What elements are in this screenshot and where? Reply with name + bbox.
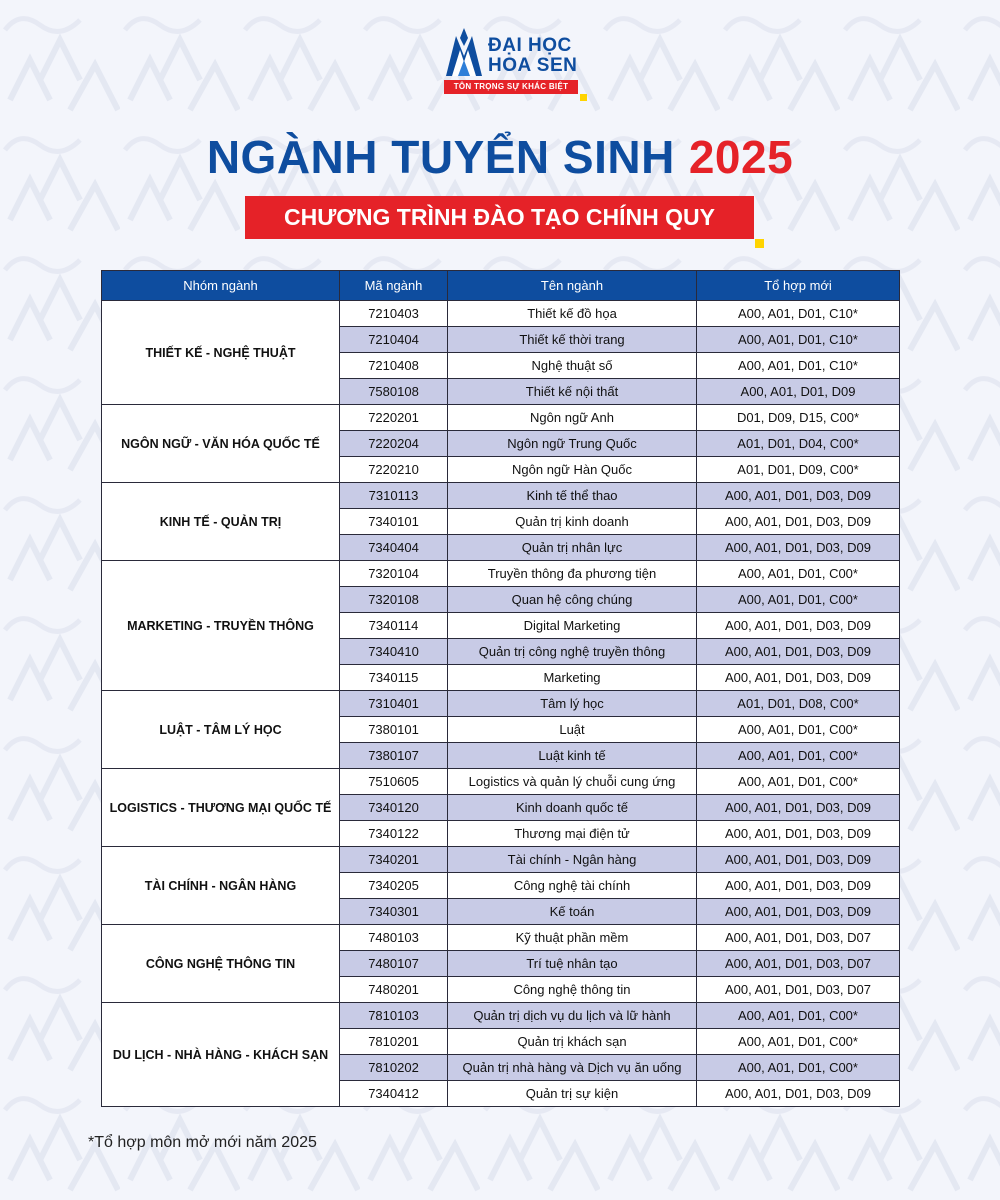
major-code-cell: 7340120: [340, 795, 448, 821]
group-name-cell: CÔNG NGHỆ THÔNG TIN: [102, 925, 340, 1003]
header-combo: Tổ hợp mới: [697, 271, 900, 301]
major-combo-cell: A00, A01, D01, D03, D09: [697, 899, 900, 925]
table-body: [102, 301, 900, 1107]
major-name-cell: Luật: [448, 717, 697, 743]
major-code-cell: 7580108: [340, 379, 448, 405]
major-combo-cell: A01, D01, D04, C00*: [697, 431, 900, 457]
major-name-cell: Quản trị công nghệ truyền thông: [448, 639, 697, 665]
major-name-cell: Quản trị dịch vụ du lịch và lữ hành: [448, 1003, 697, 1029]
major-name-cell: Quản trị sự kiện: [448, 1081, 697, 1107]
major-name-cell: Tài chính - Ngân hàng: [448, 847, 697, 873]
major-combo-cell: A00, A01, D01, D03, D09: [697, 821, 900, 847]
major-code-cell: 7220210: [340, 457, 448, 483]
major-combo-cell: A00, A01, D01, D03, D09: [697, 613, 900, 639]
major-combo-cell: A00, A01, D01, D03, D09: [697, 795, 900, 821]
major-combo-cell: A00, A01, D01, D03, D09: [697, 509, 900, 535]
major-code-cell: 7480107: [340, 951, 448, 977]
table-row: [102, 301, 900, 327]
major-code-cell: 7310401: [340, 691, 448, 717]
major-code-cell: 7340122: [340, 821, 448, 847]
table-row: [102, 925, 900, 951]
major-name-cell: Kinh tế thể thao: [448, 483, 697, 509]
major-combo-cell: A00, A01, D01, C00*: [697, 743, 900, 769]
major-code-cell: 7210408: [340, 353, 448, 379]
major-code-cell: 7340205: [340, 873, 448, 899]
major-name-cell: Quản trị kinh doanh: [448, 509, 697, 535]
major-code-cell: 7340412: [340, 1081, 448, 1107]
major-name-cell: Truyền thông đa phương tiện: [448, 561, 697, 587]
major-code-cell: 7220204: [340, 431, 448, 457]
major-combo-cell: A00, A01, D01, D03, D07: [697, 925, 900, 951]
major-name-cell: Ngôn ngữ Trung Quốc: [448, 431, 697, 457]
major-name-cell: Quản trị khách sạn: [448, 1029, 697, 1055]
major-name-cell: Thiết kế nội thất: [448, 379, 697, 405]
major-combo-cell: A00, A01, D01, C00*: [697, 1055, 900, 1081]
major-combo-cell: A00, A01, D01, D03, D09: [697, 535, 900, 561]
major-combo-cell: A00, A01, D01, C10*: [697, 301, 900, 327]
group-name-cell: LOGISTICS - THƯƠNG MẠI QUỐC TẾ: [102, 769, 340, 847]
title-year: 2025: [688, 131, 794, 183]
major-combo-cell: A00, A01, D01, D09: [697, 379, 900, 405]
table-row: [102, 691, 900, 717]
table-row: [102, 769, 900, 795]
major-code-cell: 7380101: [340, 717, 448, 743]
major-combo-cell: A00, A01, D01, D03, D09: [697, 1081, 900, 1107]
major-name-cell: Công nghệ tài chính: [448, 873, 697, 899]
major-code-cell: 7320108: [340, 587, 448, 613]
major-name-cell: Kỹ thuật phần mềm: [448, 925, 697, 951]
major-code-cell: 7340301: [340, 899, 448, 925]
major-combo-cell: A00, A01, D01, D03, D07: [697, 977, 900, 1003]
group-name-cell: MARKETING - TRUYỀN THÔNG: [102, 561, 340, 691]
major-code-cell: 7340201: [340, 847, 448, 873]
major-name-cell: Thiết kế thời trang: [448, 327, 697, 353]
major-code-cell: 7480103: [340, 925, 448, 951]
major-code-cell: 7510605: [340, 769, 448, 795]
majors-table: [101, 270, 900, 1107]
major-name-cell: Quan hệ công chúng: [448, 587, 697, 613]
major-name-cell: Marketing: [448, 665, 697, 691]
major-name-cell: Luật kinh tế: [448, 743, 697, 769]
major-code-cell: 7380107: [340, 743, 448, 769]
major-code-cell: 7810202: [340, 1055, 448, 1081]
table-row: [102, 1003, 900, 1029]
major-combo-cell: A00, A01, D01, D03, D09: [697, 665, 900, 691]
table-header-row: [102, 271, 900, 301]
group-name-cell: NGÔN NGỮ - VĂN HÓA QUỐC TẾ: [102, 405, 340, 483]
major-name-cell: Nghệ thuật số: [448, 353, 697, 379]
header-name: Tên ngành: [448, 271, 697, 301]
major-code-cell: 7310113: [340, 483, 448, 509]
major-name-cell: Kinh doanh quốc tế: [448, 795, 697, 821]
major-name-cell: Logistics và quản lý chuỗi cung ứng: [448, 769, 697, 795]
major-code-cell: 7340101: [340, 509, 448, 535]
major-combo-cell: A00, A01, D01, D03, D09: [697, 483, 900, 509]
major-combo-cell: A00, A01, D01, C00*: [697, 1029, 900, 1055]
major-combo-cell: A00, A01, D01, C00*: [697, 769, 900, 795]
table-row: [102, 405, 900, 431]
logo-tagline: TÔN TRỌNG SỰ KHÁC BIỆT: [444, 80, 578, 94]
logo-wordmark: [488, 36, 577, 76]
major-name-cell: Quản trị nhà hàng và Dịch vụ ăn uống: [448, 1055, 697, 1081]
group-name-cell: DU LỊCH - NHÀ HÀNG - KHÁCH SẠN: [102, 1003, 340, 1107]
group-name-cell: LUẬT - TÂM LÝ HỌC: [102, 691, 340, 769]
major-code-cell: 7810201: [340, 1029, 448, 1055]
major-name-cell: Quản trị nhân lực: [448, 535, 697, 561]
page-subtitle: CHƯƠNG TRÌNH ĐÀO TẠO CHÍNH QUY: [245, 196, 754, 239]
major-combo-cell: A00, A01, D01, C10*: [697, 327, 900, 353]
table-row: [102, 483, 900, 509]
page-title: [0, 130, 1000, 184]
major-combo-cell: D01, D09, D15, C00*: [697, 405, 900, 431]
major-code-cell: 7320104: [340, 561, 448, 587]
header-group: Nhóm ngành: [102, 271, 340, 301]
header-code: Mã ngành: [340, 271, 448, 301]
major-code-cell: 7340410: [340, 639, 448, 665]
major-code-cell: 7340115: [340, 665, 448, 691]
logo-accent-square: [580, 94, 587, 101]
major-name-cell: Ngôn ngữ Anh: [448, 405, 697, 431]
major-combo-cell: A00, A01, D01, D03, D09: [697, 873, 900, 899]
footnote: *Tổ hợp môn mở mới năm 2025: [88, 1134, 317, 1151]
major-name-cell: Digital Marketing: [448, 613, 697, 639]
major-combo-cell: A00, A01, D01, C10*: [697, 353, 900, 379]
major-code-cell: 7210403: [340, 301, 448, 327]
major-combo-cell: A00, A01, D01, C00*: [697, 717, 900, 743]
table-row: [102, 847, 900, 873]
major-code-cell: 7810103: [340, 1003, 448, 1029]
major-code-cell: 7480201: [340, 977, 448, 1003]
major-combo-cell: A00, A01, D01, D03, D07: [697, 951, 900, 977]
major-combo-cell: A00, A01, D01, C00*: [697, 1003, 900, 1029]
major-name-cell: Trí tuệ nhân tạo: [448, 951, 697, 977]
group-name-cell: TÀI CHÍNH - NGÂN HÀNG: [102, 847, 340, 925]
major-combo-cell: A00, A01, D01, D03, D09: [697, 639, 900, 665]
major-combo-cell: A00, A01, D01, D03, D09: [697, 847, 900, 873]
major-combo-cell: A00, A01, D01, C00*: [697, 561, 900, 587]
major-code-cell: 7210404: [340, 327, 448, 353]
major-name-cell: Kế toán: [448, 899, 697, 925]
group-name-cell: THIẾT KẾ - NGHỆ THUẬT: [102, 301, 340, 405]
subtitle-accent-square: [755, 239, 764, 248]
major-combo-cell: A01, D01, D08, C00*: [697, 691, 900, 717]
group-name-cell: KINH TẾ - QUẢN TRỊ: [102, 483, 340, 561]
major-name-cell: Ngôn ngữ Hàn Quốc: [448, 457, 697, 483]
major-name-cell: Thiết kế đồ họa: [448, 301, 697, 327]
logo-line2: HOA SEN: [488, 55, 578, 76]
major-code-cell: 7340114: [340, 613, 448, 639]
hoa-sen-logo-icon: [442, 26, 486, 78]
major-combo-cell: A01, D01, D09, C00*: [697, 457, 900, 483]
table-row: [102, 561, 900, 587]
major-name-cell: Thương mại điện tử: [448, 821, 697, 847]
logo-line1: ĐẠI HỌC: [488, 35, 572, 56]
major-code-cell: 7340404: [340, 535, 448, 561]
major-name-cell: Tâm lý học: [448, 691, 697, 717]
title-main: NGÀNH TUYỂN SINH: [206, 131, 675, 183]
major-code-cell: 7220201: [340, 405, 448, 431]
major-name-cell: Công nghệ thông tin: [448, 977, 697, 1003]
major-combo-cell: A00, A01, D01, C00*: [697, 587, 900, 613]
